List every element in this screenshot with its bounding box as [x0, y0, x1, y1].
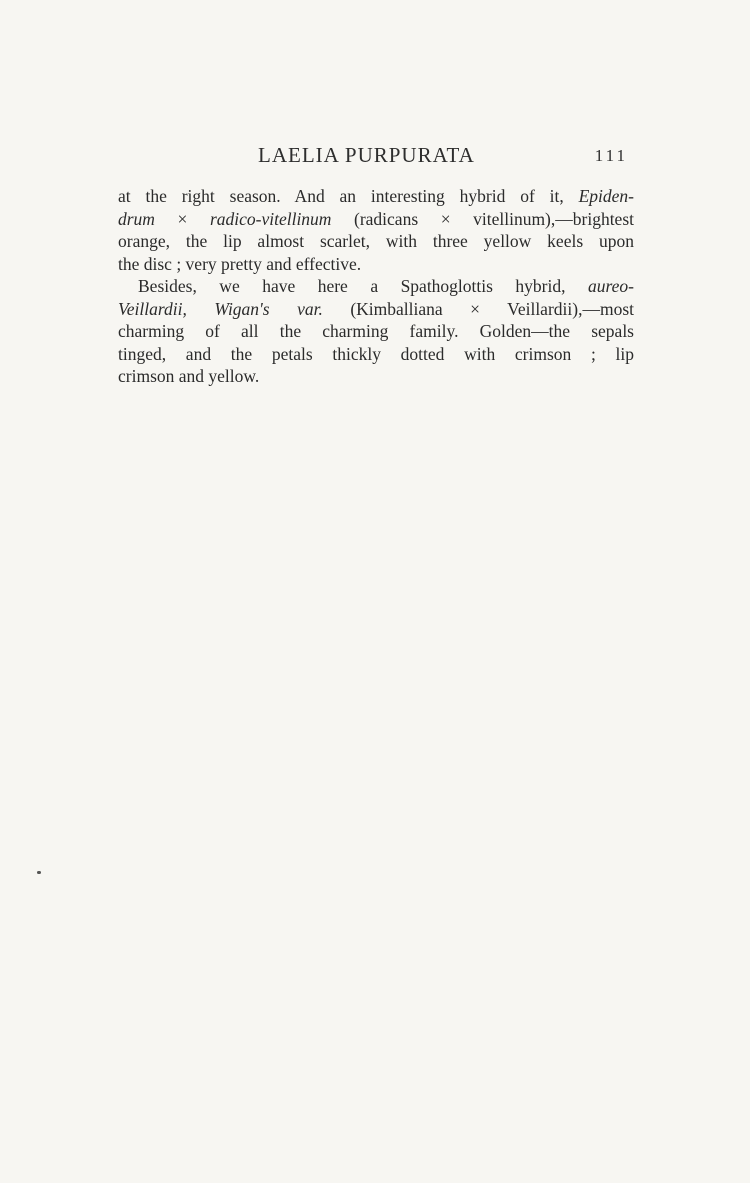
italic-text: Veillardii, Wigan's var.	[118, 298, 323, 319]
text-line	[118, 320, 634, 343]
text-run: Besides, we have here a Spathoglottis hybrid,	[138, 276, 588, 296]
running-title: LAELIA PURPURATA	[258, 143, 475, 167]
italic-text: aureo-	[587, 276, 634, 296]
running-head	[118, 143, 634, 173]
text-run: (Kimballiana × Veillardii),—most	[322, 298, 634, 319]
italic-text: radico-vitellinum	[209, 208, 332, 229]
text-run: charming of all the charming family. Golden—the sepals	[118, 321, 634, 341]
text-run: (radicans × vitellinum),—brightest	[331, 208, 634, 229]
text-line	[118, 343, 634, 366]
text-run: the disc ; very pretty and effective.	[118, 253, 362, 274]
text-run: tinged, and the petals thickly dotted with crimson ; lip	[118, 343, 634, 364]
ink-spot	[37, 871, 41, 874]
text-line	[118, 230, 634, 253]
italic-text: drum	[118, 208, 155, 229]
text-run: orange, the lip almost scarlet, with three yellow keels upon	[118, 231, 634, 251]
paragraph	[118, 275, 634, 388]
text-line	[118, 298, 634, 321]
text-line	[118, 208, 634, 231]
text-line	[118, 253, 634, 276]
italic-text: Epiden-	[578, 186, 634, 206]
body-text	[118, 185, 634, 388]
text-line	[118, 185, 634, 208]
page-number: 111	[594, 146, 628, 165]
text-run: ×	[154, 208, 210, 229]
text-line	[118, 365, 634, 388]
text-run: at the right season. And an interesting hybrid of it,	[118, 186, 579, 206]
paragraph	[118, 185, 634, 275]
text-line	[118, 275, 634, 298]
text-run: crimson and yellow.	[118, 366, 260, 386]
